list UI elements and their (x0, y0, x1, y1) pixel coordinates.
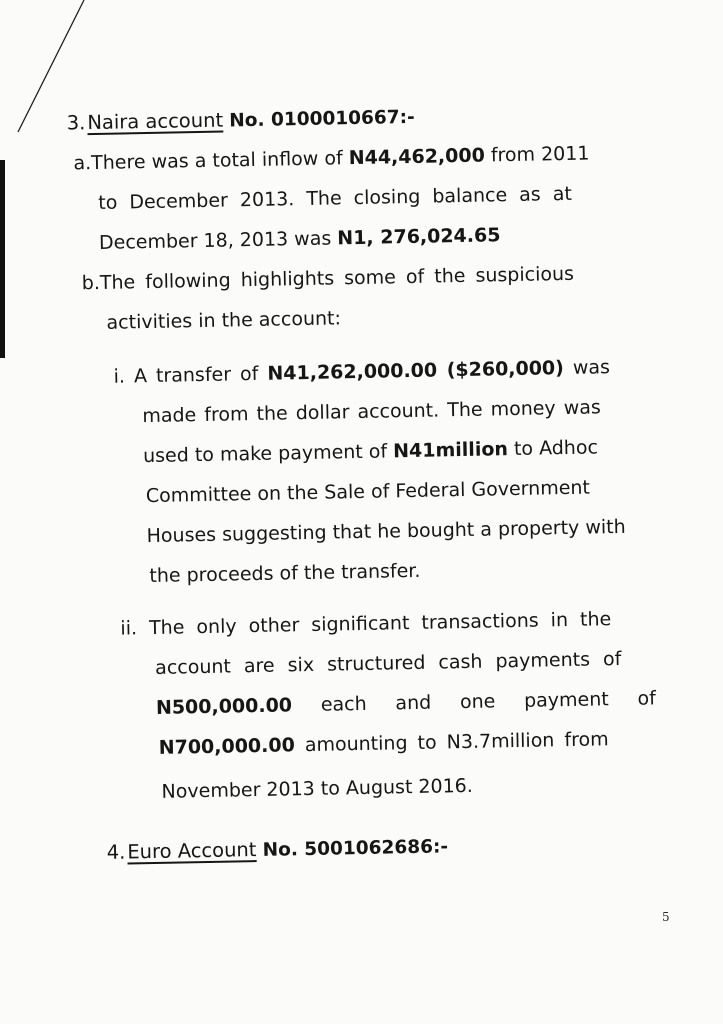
section-4-account: No. 5001062686:- (262, 836, 449, 861)
section-3-heading (66, 105, 415, 137)
item-b-label: b. (81, 271, 101, 295)
sub-i-line-1: i. A transfer of N41,262,000.00 ($260,000) was (113, 356, 611, 388)
sub-i-line-2: made from the dollar account. The money was (142, 396, 602, 428)
section-3-account: No. 0100010667:- (229, 106, 415, 132)
cash-payment-amount: N500,000.00 (155, 694, 293, 719)
sub-i-label: i. (113, 365, 126, 388)
section-3-number: 3. (66, 111, 86, 135)
sub-ii-line-2: account are six structured cash payments of (154, 648, 622, 679)
page-number: 5 (662, 910, 670, 924)
sub-ii-line-4: N700,000.00 amounting to N3.7million from (158, 728, 609, 759)
item-a-line-1: a.There was a total inflow of N44,462,000 from 2011 (73, 142, 590, 175)
closing-balance: N1, 276,024.65 (337, 224, 501, 250)
transfer-amount: N41,262,000.00 ($260,000) (267, 357, 565, 385)
section-4-heading (106, 834, 448, 866)
item-b-line-2: activities in the account: (106, 307, 342, 334)
sub-i-line-6: the proceeds of the transfer. (149, 559, 421, 588)
item-a-line-3: December 18, 2013 was N1, 276,024.65 (98, 224, 501, 254)
item-b-line-1: b.The following highlights some of the suspicious (81, 262, 575, 295)
sub-ii-line-5: November 2013 to August 2016. (161, 774, 474, 803)
item-a-label: a. (73, 152, 92, 175)
payment-amount: N41million (392, 438, 509, 463)
sub-i-line-4: Committee on the Sale of Federal Government (145, 476, 591, 508)
item-a-line-2: to December 2013. The closing balance as at (98, 182, 573, 214)
section-4-number: 4. (106, 840, 126, 864)
section-3-title: Naira account (87, 108, 224, 135)
sub-i-line-3: used to make payment of N41million to Adhoc (142, 436, 599, 468)
sub-ii-line-3: N500,000.00 each and one payment of (155, 687, 657, 719)
single-payment-amount: N700,000.00 (158, 734, 296, 759)
sub-ii-label: ii. (120, 617, 138, 640)
sub-i-line-5: Houses suggesting that he bought a property with (146, 515, 626, 548)
inflow-amount: N44,462,000 (348, 144, 486, 170)
sub-ii-line-1: ii. The only other significant transactions in the (120, 608, 612, 640)
section-4-title: Euro Account (127, 838, 257, 864)
